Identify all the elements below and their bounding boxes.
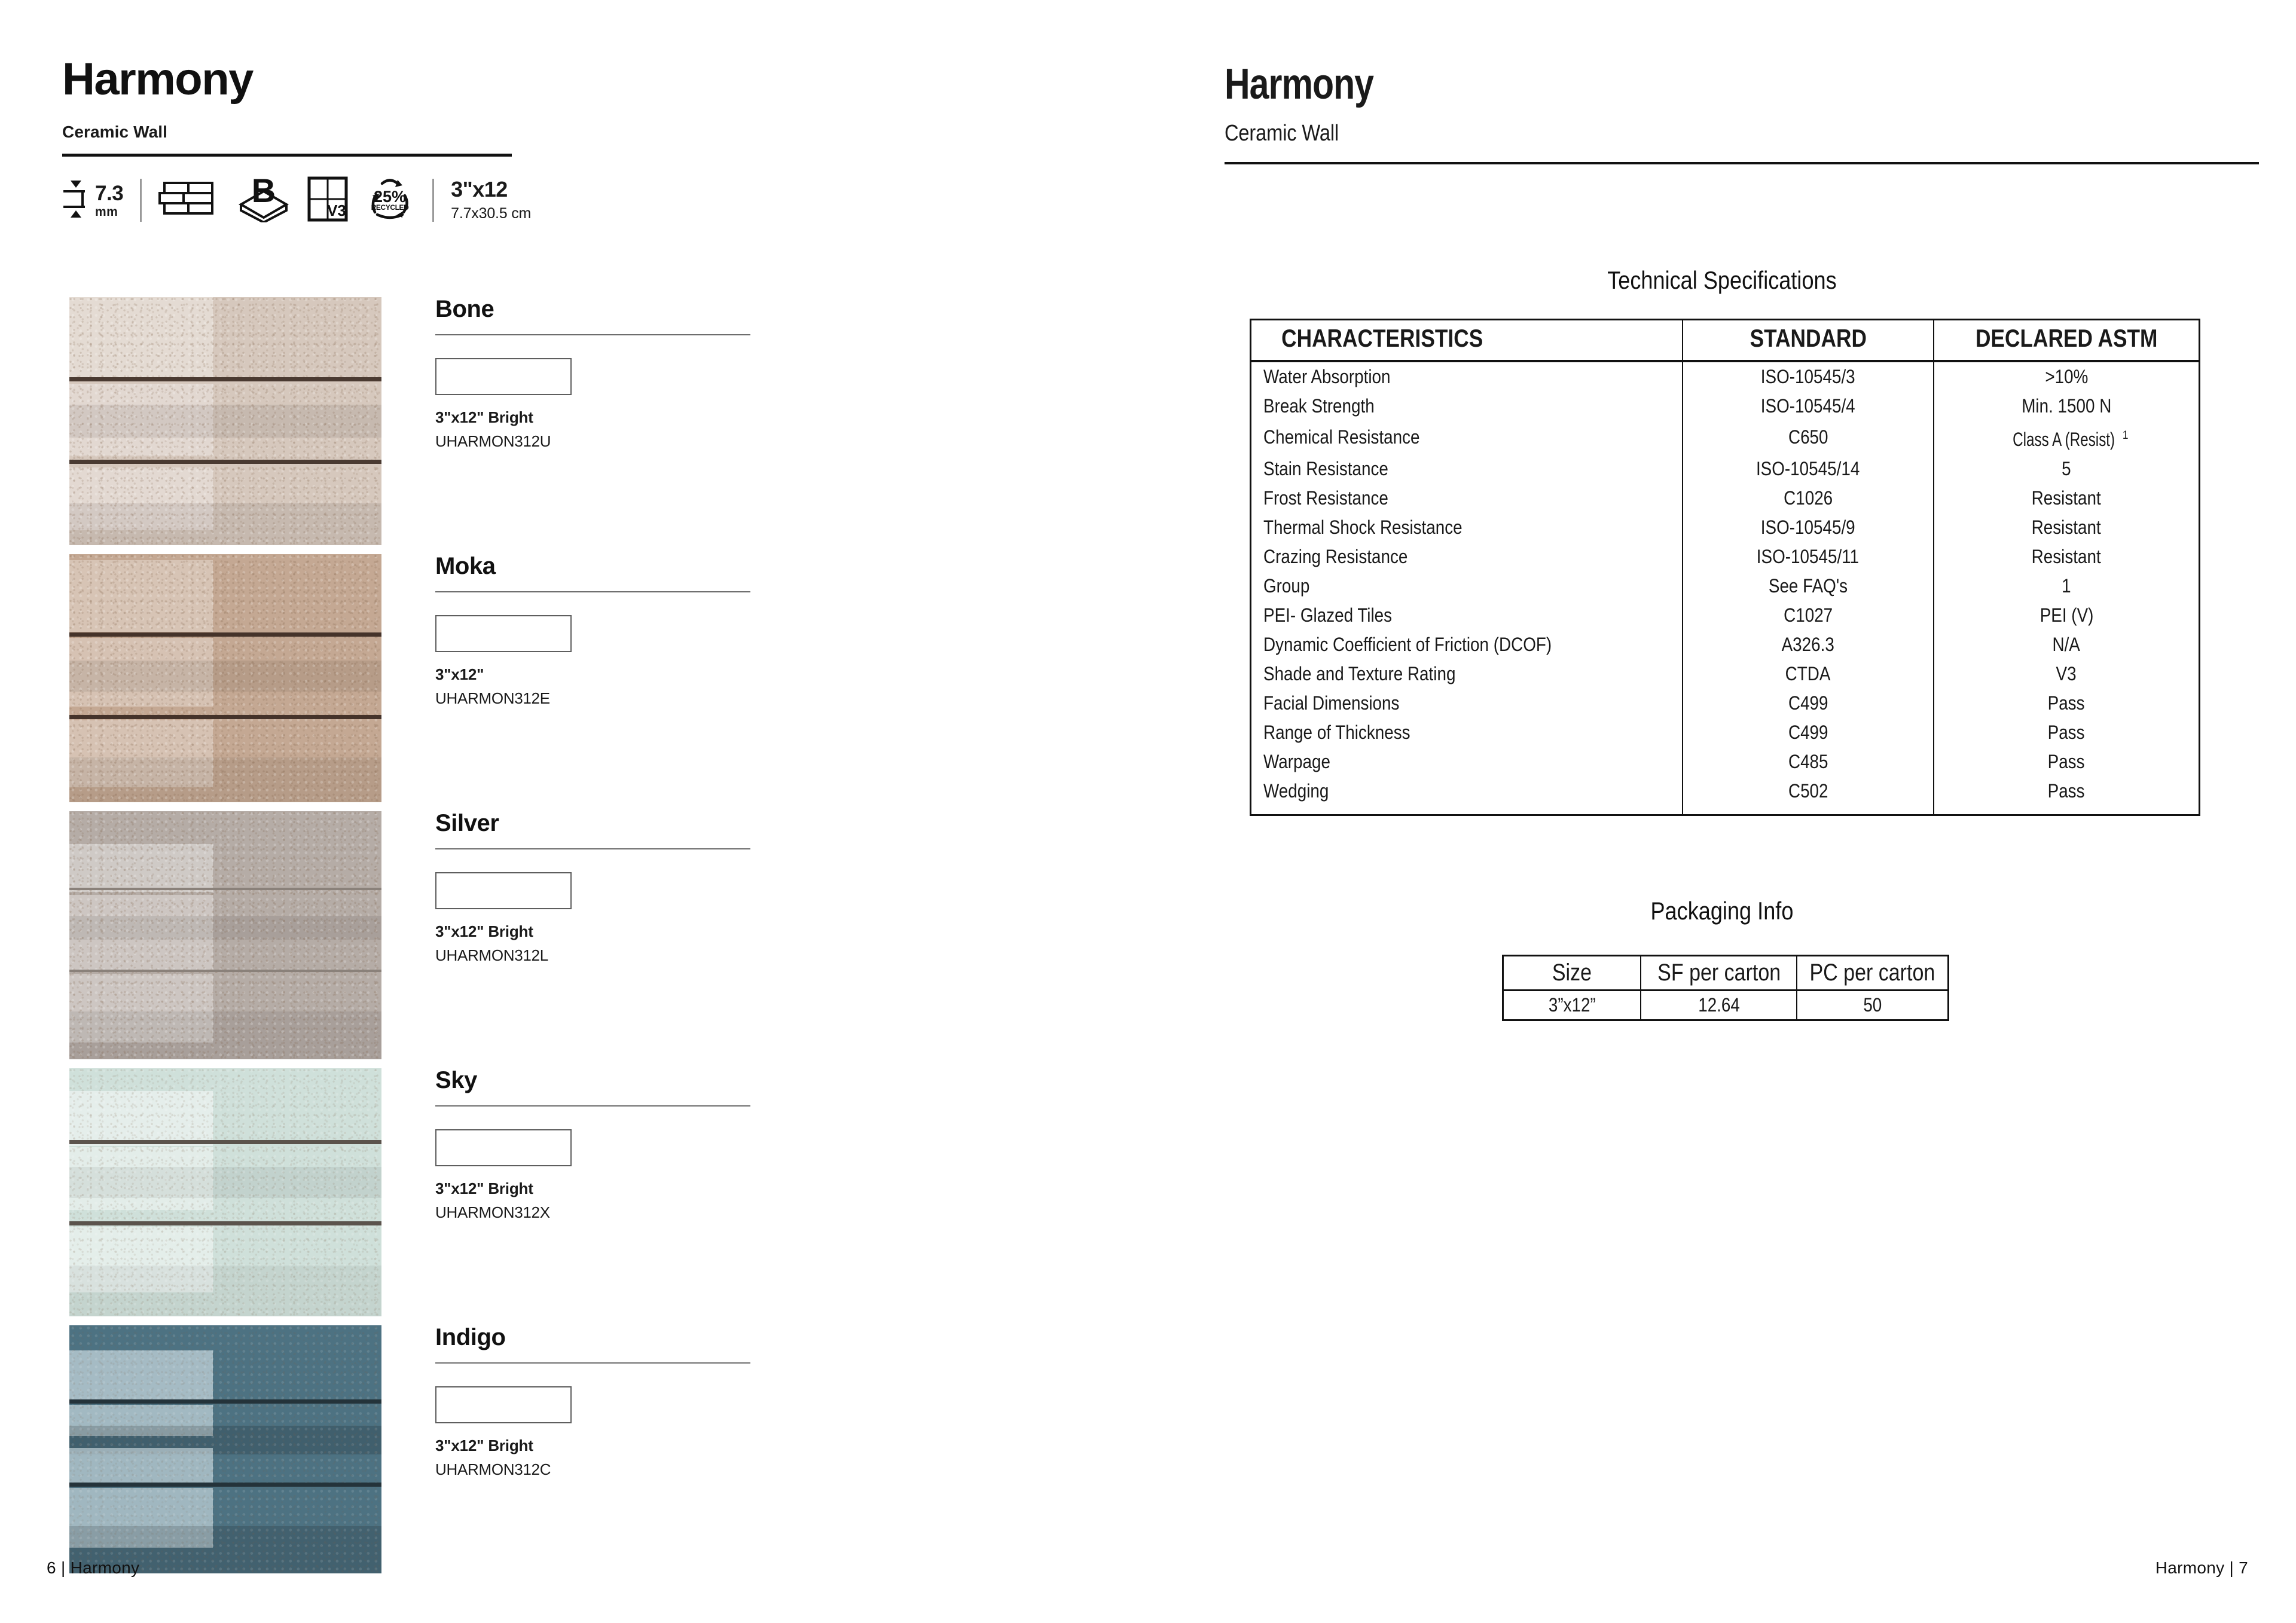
table-row bbox=[1251, 484, 2200, 513]
page-subtitle: Ceramic Wall bbox=[1225, 121, 1339, 146]
table-row bbox=[1503, 991, 1949, 1020]
cell-standard: ISO-10545/4 bbox=[1683, 392, 1934, 421]
cell-standard: ISO-10545/14 bbox=[1683, 454, 1934, 484]
packaging-info-table bbox=[1502, 955, 1949, 1021]
product-row bbox=[0, 1325, 1148, 1582]
tile-swatch-image bbox=[69, 1068, 381, 1316]
technical-specifications-title: Technical Specifications bbox=[1607, 266, 1837, 294]
thickness-group bbox=[62, 170, 123, 230]
product-name: Indigo bbox=[435, 1324, 506, 1350]
table-row bbox=[1251, 392, 2200, 421]
color-chip-box[interactable] bbox=[435, 615, 572, 652]
cell-characteristic: Break Strength bbox=[1251, 392, 1683, 421]
cell-declared-astm: PEI (V) bbox=[1934, 601, 2199, 630]
svg-text:RECYCLED: RECYCLED bbox=[371, 203, 409, 212]
table-header-row bbox=[1503, 956, 1949, 991]
cell-declared-astm: 1 bbox=[1934, 571, 2199, 601]
cell-declared-astm: Pass bbox=[1934, 718, 2199, 747]
cell-declared-astm: Resistant bbox=[1934, 542, 2199, 571]
cell-declared-astm: V3 bbox=[1934, 659, 2199, 689]
cell-standard: ISO-10545/3 bbox=[1683, 361, 1934, 392]
table-row bbox=[1251, 542, 2200, 571]
color-chip-box[interactable] bbox=[435, 1386, 572, 1423]
cell-characteristic: Wedging bbox=[1251, 777, 1683, 815]
product-name-divider bbox=[435, 1105, 750, 1107]
cell-declared-astm: Pass bbox=[1934, 747, 2199, 777]
product-info bbox=[435, 554, 758, 708]
product-info bbox=[435, 1068, 758, 1222]
packaging-info-title: Packaging Info bbox=[1650, 897, 1794, 925]
product-size: 3"x12" Bright bbox=[435, 408, 533, 426]
cell-standard: A326.3 bbox=[1683, 630, 1934, 659]
cell-standard: C485 bbox=[1683, 747, 1934, 777]
cell-characteristic: Facial Dimensions bbox=[1251, 689, 1683, 718]
cell-declared-astm: Pass bbox=[1934, 777, 2199, 815]
tile-swatch-image bbox=[69, 554, 381, 802]
product-attribute-icon-bar bbox=[62, 170, 531, 230]
cell-sf-per-carton: 12.64 bbox=[1641, 991, 1797, 1020]
column-header-declared-astm: DECLARED ASTM bbox=[1934, 320, 2199, 362]
product-row bbox=[0, 811, 1148, 1068]
product-name-divider bbox=[435, 848, 750, 849]
product-name: Sky bbox=[435, 1067, 477, 1093]
cell-characteristic: Chemical Resistance bbox=[1251, 421, 1683, 454]
tile-swatch-image bbox=[69, 1325, 381, 1573]
product-code: UHARMON312U bbox=[435, 432, 551, 450]
product-info bbox=[435, 811, 758, 965]
column-header-pc-per-carton: PC per carton bbox=[1797, 956, 1948, 991]
page-subtitle: Ceramic Wall bbox=[62, 123, 168, 141]
table-header-row bbox=[1251, 320, 2200, 362]
cell-characteristic: Dynamic Coefficient of Friction (DCOF) bbox=[1251, 630, 1683, 659]
color-chip-box[interactable] bbox=[435, 872, 572, 909]
technical-specifications-table bbox=[1250, 319, 2200, 816]
cell-standard: CTDA bbox=[1683, 659, 1934, 689]
cell-characteristic: Warpage bbox=[1251, 747, 1683, 777]
table-row bbox=[1251, 361, 2200, 392]
size-metric: 7.7x30.5 cm bbox=[451, 204, 532, 222]
table-row bbox=[1251, 513, 2200, 542]
table-row bbox=[1251, 659, 2200, 689]
page-title: Harmony bbox=[62, 54, 253, 105]
cell-declared-astm: Resistant bbox=[1934, 513, 2199, 542]
tile-swatch-image bbox=[69, 811, 381, 1059]
table-row bbox=[1251, 718, 2200, 747]
product-code: UHARMON312E bbox=[435, 689, 550, 707]
cell-standard: C650 bbox=[1683, 421, 1934, 454]
header-divider bbox=[62, 154, 512, 157]
column-header-sf-per-carton: SF per carton bbox=[1641, 956, 1797, 991]
product-size: 3"x12" bbox=[435, 665, 484, 683]
cell-standard: C499 bbox=[1683, 689, 1934, 718]
footnote-marker: 1 bbox=[2122, 429, 2129, 442]
product-info bbox=[435, 1325, 758, 1479]
table-row bbox=[1251, 777, 2200, 815]
table-header bbox=[1503, 956, 1949, 991]
table-row bbox=[1251, 454, 2200, 484]
product-list bbox=[0, 297, 1148, 1582]
product-code: UHARMON312C bbox=[435, 1460, 551, 1478]
product-size: 3"x12" Bright bbox=[435, 922, 533, 940]
svg-text:B: B bbox=[251, 175, 276, 209]
cell-characteristic: Shade and Texture Rating bbox=[1251, 659, 1683, 689]
cell-declared-astm: N/A bbox=[1934, 630, 2199, 659]
cell-characteristic: Range of Thickness bbox=[1251, 718, 1683, 747]
thickness-unit: mm bbox=[95, 205, 118, 219]
technical-specifications-table-wrapper bbox=[1250, 319, 2200, 816]
shade-variation-grid-icon bbox=[307, 176, 349, 225]
cell-characteristic: Thermal Shock Resistance bbox=[1251, 513, 1683, 542]
table-row bbox=[1251, 601, 2200, 630]
table-row bbox=[1251, 689, 2200, 718]
thickness-value: 7.3 bbox=[95, 181, 124, 205]
icon-cluster bbox=[158, 170, 416, 230]
column-header-characteristics: CHARACTERISTICS bbox=[1251, 320, 1683, 362]
cell-declared-astm: Class A (Resist) $^1$ bbox=[1934, 421, 2199, 454]
cell-characteristic: Frost Resistance bbox=[1251, 484, 1683, 513]
table-row bbox=[1251, 421, 2200, 454]
header-divider bbox=[1225, 162, 2259, 164]
product-name-divider bbox=[435, 591, 750, 592]
cell-standard: C502 bbox=[1683, 777, 1934, 815]
table-row bbox=[1251, 630, 2200, 659]
table-header bbox=[1251, 320, 2200, 362]
cell-characteristic: Group bbox=[1251, 571, 1683, 601]
product-row bbox=[0, 554, 1148, 811]
cell-size: 3”x12” bbox=[1503, 991, 1641, 1020]
product-info bbox=[435, 297, 758, 451]
left-page-footer: 6 | Harmony bbox=[47, 1558, 140, 1577]
product-name: Bone bbox=[435, 296, 494, 322]
cell-characteristic: PEI- Glazed Tiles bbox=[1251, 601, 1683, 630]
icon-divider-2 bbox=[432, 179, 434, 222]
color-chip-box[interactable] bbox=[435, 1129, 572, 1166]
product-code: UHARMON312X bbox=[435, 1203, 550, 1221]
product-name-divider bbox=[435, 334, 750, 335]
body-class-b-icon bbox=[236, 176, 291, 225]
product-size: 3"x12" Bright bbox=[435, 1436, 533, 1454]
column-header-size: Size bbox=[1503, 956, 1641, 991]
cell-declared-astm: Min. 1500 N bbox=[1934, 392, 2199, 421]
cell-pc-per-carton: 50 bbox=[1797, 991, 1948, 1020]
shade-rating-label: V3 bbox=[327, 201, 347, 219]
right-page-footer: Harmony | 7 bbox=[2155, 1558, 2248, 1577]
right-page bbox=[1148, 0, 2296, 1623]
cell-characteristic: Stain Resistance bbox=[1251, 454, 1683, 484]
product-name-divider bbox=[435, 1362, 750, 1364]
page-title: Harmony bbox=[1225, 60, 1374, 108]
thickness-gauge-icon bbox=[62, 179, 88, 222]
cell-declared-astm: 5 bbox=[1934, 454, 2199, 484]
cell-standard: C499 bbox=[1683, 718, 1934, 747]
icon-divider-1 bbox=[140, 179, 142, 222]
cell-declared-astm: Pass bbox=[1934, 689, 2199, 718]
right-page-header bbox=[1225, 60, 2265, 164]
cell-standard: ISO-10545/9 bbox=[1683, 513, 1934, 542]
cell-standard: C1026 bbox=[1683, 484, 1934, 513]
size-inches: 3"x12 bbox=[451, 177, 508, 202]
product-size: 3"x12" Bright bbox=[435, 1179, 533, 1197]
product-row bbox=[0, 1068, 1148, 1325]
column-header-standard: STANDARD bbox=[1683, 320, 1934, 362]
cell-declared-astm: >10% bbox=[1934, 361, 2199, 392]
product-name: Moka bbox=[435, 553, 496, 579]
product-code: UHARMON312L bbox=[435, 946, 548, 964]
svg-text:25%: 25% bbox=[374, 187, 407, 206]
table-body bbox=[1503, 991, 1949, 1020]
left-page-header bbox=[62, 54, 517, 157]
recycled-content-icon bbox=[364, 175, 416, 226]
color-chip-box[interactable] bbox=[435, 358, 572, 395]
cell-standard: C1027 bbox=[1683, 601, 1934, 630]
cell-declared-astm: Resistant bbox=[1934, 484, 2199, 513]
product-row bbox=[0, 297, 1148, 554]
tile-swatch-image bbox=[69, 297, 381, 545]
packaging-info-table-wrapper bbox=[1502, 955, 1949, 1021]
cell-standard: ISO-10545/11 bbox=[1683, 542, 1934, 571]
cell-characteristic: Crazing Resistance bbox=[1251, 542, 1683, 571]
product-name: Silver bbox=[435, 810, 499, 836]
table-row bbox=[1251, 571, 2200, 601]
brick-bond-icon bbox=[158, 181, 221, 221]
table-row bbox=[1251, 747, 2200, 777]
cell-standard: See FAQ's bbox=[1683, 571, 1934, 601]
table-body bbox=[1251, 361, 2200, 815]
cell-characteristic: Water Absorption bbox=[1251, 361, 1683, 392]
nominal-size-block bbox=[451, 178, 531, 222]
